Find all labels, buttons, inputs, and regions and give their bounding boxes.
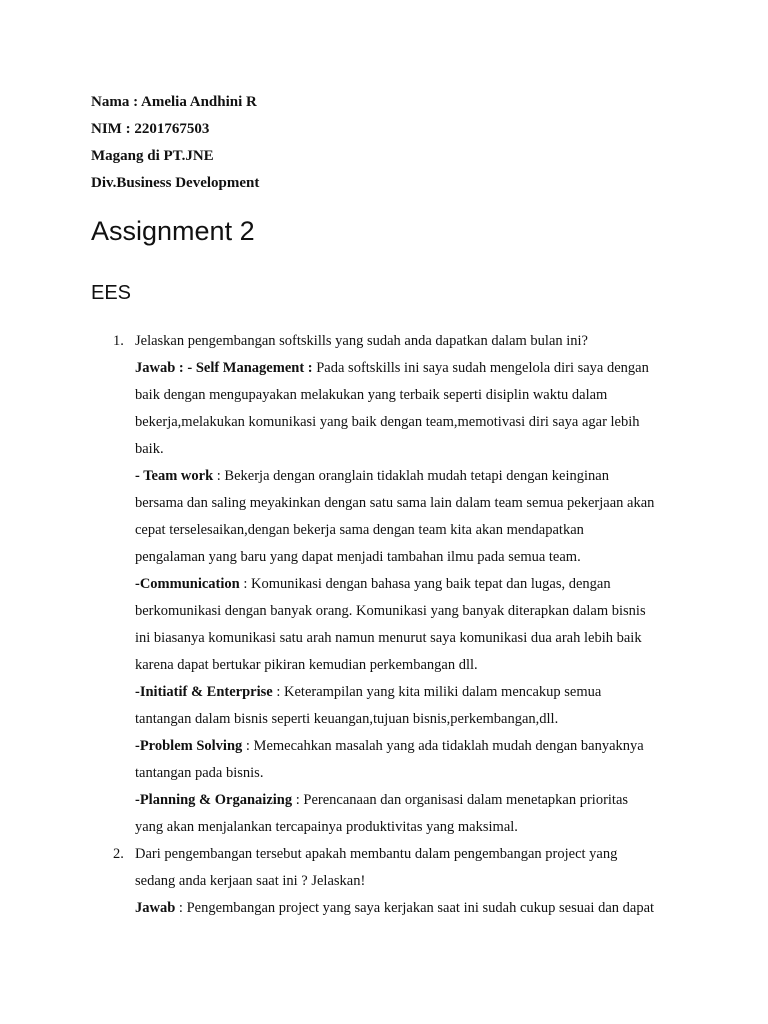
student-nim: NIM : 2201767503 (91, 121, 210, 137)
answer-text: : Memecahkan masalah yang ada tidaklah mudah dengan banyaknya (242, 738, 644, 754)
question-text: sedang anda kerjaan saat ini ? Jelaskan! (135, 873, 366, 889)
division: Div.Business Development (91, 175, 260, 191)
answer-line (91, 355, 691, 382)
answer-line: tantangan dalam bisnis seperti keuangan,tujuan bisnis,perkembangan,dll. (135, 711, 559, 727)
answer-line: bekerja,melakukan komunikasi yang baik dengan team,memotivasi diri saya agar lebih (135, 414, 640, 430)
answer-text: : Pengembangan project yang saya kerjakan saat ini sudah cukup sesuai dan dapat (175, 900, 655, 916)
answer-line: yang akan menjalankan tercapainya produktivitas yang maksimal. (135, 819, 518, 835)
answer-text: : Bekerja dengan oranglain tidaklah mudah tetapi dengan keinginan (213, 468, 609, 484)
question-text: Jelaskan pengembangan softskills yang sudah anda dapatkan dalam bulan ini? (135, 333, 588, 349)
answer-line: tantangan pada bisnis. (135, 765, 264, 781)
answer-line: ini biasanya komunikasi satu arah namun menurut saya komunikasi dua arah lebih baik (135, 630, 642, 646)
student-info (91, 89, 259, 197)
internship-company: Magang di PT.JNE (91, 148, 214, 164)
answer-line (91, 571, 691, 598)
answer-line (91, 787, 691, 814)
question-1 (91, 328, 691, 355)
answer-label: Jawab (135, 900, 176, 916)
skill-label: -Communication (135, 576, 240, 592)
student-name: Nama : Amelia Andhini R (91, 94, 257, 110)
answer-line: pengalaman yang baru yang dapat menjadi tambahan ilmu pada semua team. (135, 549, 581, 565)
answer-line (91, 895, 691, 922)
skill-label: -Planning & Organaizing (135, 792, 293, 808)
answer-line: cepat terselesaikan,dengan bekerja sama dengan team kita akan mendapatkan (135, 522, 584, 538)
assignment-body (91, 328, 691, 922)
section-heading: EES (91, 282, 132, 304)
question-number: 2. (113, 846, 124, 862)
answer-text: Pada softskills ini saya sudah mengelola diri saya dengan (312, 360, 649, 376)
question-text: Dari pengembangan tersebut apakah membantu dalam pengembangan project yang (135, 846, 618, 862)
answer-text: : Keterampilan yang kita miliki dalam mencakup semua (272, 684, 602, 700)
answer-line: baik dengan mengupayakan melakukan yang terbaik seperti disiplin waktu dalam (135, 387, 608, 403)
answer-line: karena dapat bertukar pikiran kemudian perkembangan dll. (135, 657, 478, 673)
question-number: 1. (113, 333, 124, 349)
answer-label: Jawab : - Self Management : (135, 360, 313, 376)
answer-line (91, 463, 691, 490)
answer-line (91, 679, 691, 706)
answer-line: bersama dan saling meyakinkan dengan satu sama lain dalam team semua pekerjaan akan (135, 495, 655, 511)
answer-text: : Perencanaan dan organisasi dalam menetapkan prioritas (292, 792, 629, 808)
skill-label: -Initiatif & Enterprise (135, 684, 273, 700)
question-2 (91, 841, 691, 868)
answer-line (91, 733, 691, 760)
skill-label: -Problem Solving (135, 738, 243, 754)
answer-line: baik. (135, 441, 164, 457)
answer-text: : Komunikasi dengan bahasa yang baik tepat dan lugas, dengan (239, 576, 611, 592)
assignment-title: Assignment 2 (91, 216, 255, 246)
skill-label: - Team work (135, 468, 214, 484)
answer-line: berkomunikasi dengan banyak orang. Komunikasi yang banyak diterapkan dalam bisnis (135, 603, 646, 619)
